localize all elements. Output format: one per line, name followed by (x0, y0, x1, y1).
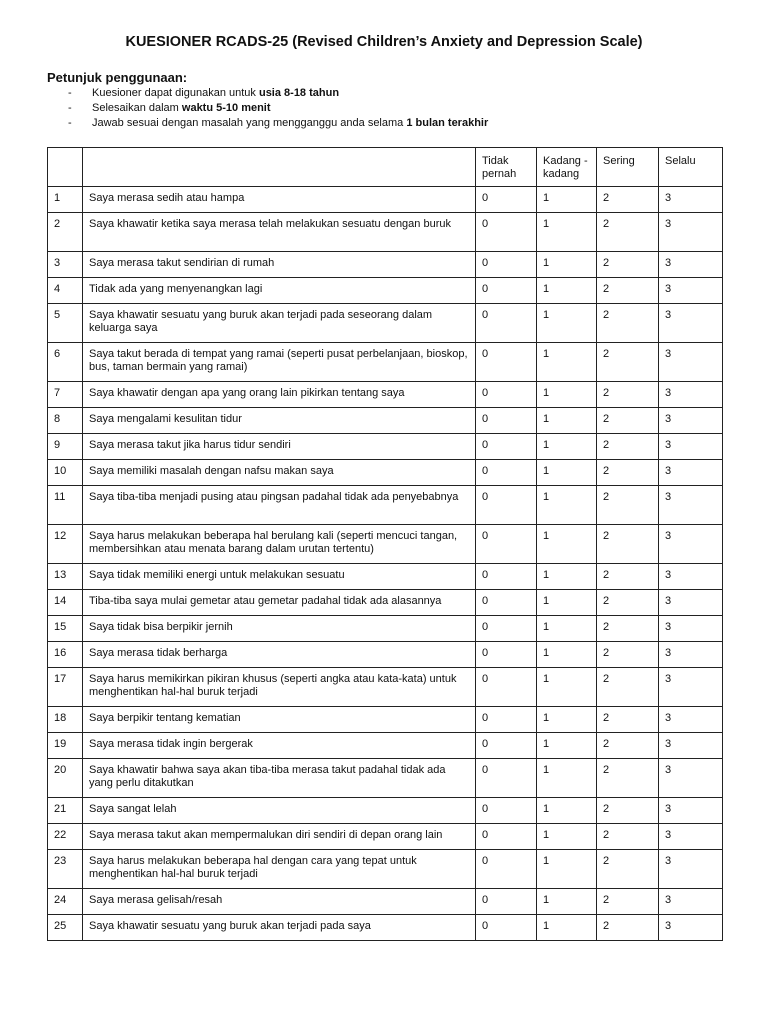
score-tidak-pernah: 0 (476, 408, 537, 434)
instructions-heading: Petunjuk penggunaan: (47, 70, 188, 85)
question-number: 13 (48, 564, 83, 590)
question-number: 18 (48, 707, 83, 733)
question-number: 8 (48, 408, 83, 434)
score-tidak-pernah: 0 (476, 304, 537, 343)
question-number: 16 (48, 642, 83, 668)
score-kadang-kadang: 1 (537, 668, 597, 707)
question-text: Saya tidak bisa berpikir jernih (83, 616, 476, 642)
score-selalu: 3 (659, 642, 723, 668)
document-title: KUESIONER RCADS-25 (Revised Children’s Anxiety and Depression Scale) (125, 34, 643, 50)
score-sering: 2 (597, 343, 659, 382)
header-tidak-pernah: Tidak pernah (476, 148, 537, 187)
score-sering: 2 (597, 759, 659, 798)
score-sering: 2 (597, 252, 659, 278)
question-number: 19 (48, 733, 83, 759)
score-sering: 2 (597, 668, 659, 707)
score-tidak-pernah: 0 (476, 733, 537, 759)
question-text: Saya khawatir sesuatu yang buruk akan terjadi pada seseorang dalam keluarga saya (83, 304, 476, 343)
score-selalu: 3 (659, 616, 723, 642)
instruction-bold: usia 8-18 tahun (258, 87, 340, 99)
score-kadang-kadang: 1 (537, 434, 597, 460)
instruction-bold: waktu 5-10 menit (181, 102, 271, 114)
score-kadang-kadang: 1 (537, 486, 597, 525)
score-kadang-kadang: 1 (537, 733, 597, 759)
table-row (48, 915, 723, 941)
score-tidak-pernah: 0 (476, 252, 537, 278)
score-selalu: 3 (659, 590, 723, 616)
score-selalu: 3 (659, 252, 723, 278)
score-sering: 2 (597, 915, 659, 941)
table-row (48, 408, 723, 434)
table-row (48, 252, 723, 278)
score-selalu: 3 (659, 850, 723, 889)
question-text: Tidak ada yang menyenangkan lagi (83, 278, 476, 304)
score-tidak-pernah: 0 (476, 642, 537, 668)
score-tidak-pernah: 0 (476, 824, 537, 850)
header-kadang-kadang: Kadang - kadang (537, 148, 597, 187)
table-header-row (48, 148, 723, 187)
question-text: Saya merasa takut jika harus tidur sendiri (83, 434, 476, 460)
score-kadang-kadang: 1 (537, 564, 597, 590)
score-kadang-kadang: 1 (537, 759, 597, 798)
question-text: Saya memiliki masalah dengan nafsu makan saya (83, 460, 476, 486)
score-kadang-kadang: 1 (537, 252, 597, 278)
score-selalu: 3 (659, 187, 723, 213)
instruction-text: Selesaikan dalam (92, 102, 182, 114)
score-sering: 2 (597, 590, 659, 616)
question-number: 7 (48, 382, 83, 408)
score-selalu: 3 (659, 798, 723, 824)
rcads-table (47, 147, 723, 941)
table-row (48, 213, 723, 252)
score-kadang-kadang: 1 (537, 343, 597, 382)
score-kadang-kadang: 1 (537, 642, 597, 668)
question-text: Saya takut berada di tempat yang ramai (seperti pusat perbelanjaan, bioskop, bus, taman bermain yang ramai) (83, 343, 476, 382)
score-kadang-kadang: 1 (537, 824, 597, 850)
table-row (48, 616, 723, 642)
table-row (48, 278, 723, 304)
question-number: 12 (48, 525, 83, 564)
header-cell-number (48, 148, 83, 187)
score-kadang-kadang: 1 (537, 525, 597, 564)
question-text: Saya merasa gelisah/resah (83, 889, 476, 915)
question-number: 3 (48, 252, 83, 278)
question-text: Saya merasa takut sendirian di rumah (83, 252, 476, 278)
score-tidak-pernah: 0 (476, 213, 537, 252)
question-text: Saya harus melakukan beberapa hal berulang kali (seperti mencuci tangan, membersihkan atau menata barang dalam urutan tertentu) (83, 525, 476, 564)
question-text: Saya khawatir bahwa saya akan tiba-tiba merasa takut padahal tidak ada yang perlu ditakutkan (83, 759, 476, 798)
question-number: 25 (48, 915, 83, 941)
score-tidak-pernah: 0 (476, 187, 537, 213)
score-kadang-kadang: 1 (537, 798, 597, 824)
score-sering: 2 (597, 460, 659, 486)
question-number: 11 (48, 486, 83, 525)
score-kadang-kadang: 1 (537, 304, 597, 343)
table-row (48, 759, 723, 798)
score-kadang-kadang: 1 (537, 850, 597, 889)
question-text: Saya tiba-tiba menjadi pusing atau pingsan padahal tidak ada penyebabnya (83, 486, 476, 525)
score-tidak-pernah: 0 (476, 590, 537, 616)
question-number: 1 (48, 187, 83, 213)
score-sering: 2 (597, 304, 659, 343)
instruction-item (68, 101, 488, 116)
score-selalu: 3 (659, 343, 723, 382)
question-number: 17 (48, 668, 83, 707)
score-sering: 2 (597, 213, 659, 252)
score-sering: 2 (597, 187, 659, 213)
table-row (48, 564, 723, 590)
score-tidak-pernah: 0 (476, 382, 537, 408)
score-tidak-pernah: 0 (476, 850, 537, 889)
question-text: Saya khawatir ketika saya merasa telah melakukan sesuatu dengan buruk (83, 213, 476, 252)
score-tidak-pernah: 0 (476, 915, 537, 941)
score-tidak-pernah: 0 (476, 486, 537, 525)
question-text: Saya harus melakukan beberapa hal dengan cara yang tepat untuk menghentikan hal-hal buruk terjadi (83, 850, 476, 889)
score-kadang-kadang: 1 (537, 460, 597, 486)
score-sering: 2 (597, 434, 659, 460)
score-sering: 2 (597, 382, 659, 408)
score-tidak-pernah: 0 (476, 759, 537, 798)
question-text: Saya tidak memiliki energi untuk melakukan sesuatu (83, 564, 476, 590)
instruction-dash: - (68, 102, 72, 114)
score-sering: 2 (597, 707, 659, 733)
score-tidak-pernah: 0 (476, 525, 537, 564)
instruction-text: Jawab sesuai dengan masalah yang mengganggu anda selama (92, 117, 407, 129)
header-selalu: Selalu (659, 148, 723, 187)
score-tidak-pernah: 0 (476, 564, 537, 590)
score-selalu: 3 (659, 304, 723, 343)
score-tidak-pernah: 0 (476, 460, 537, 486)
question-number: 15 (48, 616, 83, 642)
score-selalu: 3 (659, 382, 723, 408)
score-sering: 2 (597, 278, 659, 304)
score-kadang-kadang: 1 (537, 187, 597, 213)
score-selalu: 3 (659, 460, 723, 486)
question-text: Saya merasa takut akan mempermalukan diri sendiri di depan orang lain (83, 824, 476, 850)
table-row (48, 434, 723, 460)
score-sering: 2 (597, 824, 659, 850)
score-tidak-pernah: 0 (476, 343, 537, 382)
score-sering: 2 (597, 486, 659, 525)
question-text: Saya harus memikirkan pikiran khusus (seperti angka atau kata-kata) untuk menghentikan hal-hal buruk terjadi (83, 668, 476, 707)
header-cell-question (83, 148, 476, 187)
score-kadang-kadang: 1 (537, 382, 597, 408)
table-row (48, 850, 723, 889)
score-sering: 2 (597, 525, 659, 564)
score-tidak-pernah: 0 (476, 798, 537, 824)
score-kadang-kadang: 1 (537, 707, 597, 733)
header-sering: Sering (597, 148, 659, 187)
question-number: 5 (48, 304, 83, 343)
question-number: 2 (48, 213, 83, 252)
table-row (48, 460, 723, 486)
table-row (48, 668, 723, 707)
question-text: Saya merasa tidak berharga (83, 642, 476, 668)
instruction-item (68, 86, 488, 101)
table-row (48, 187, 723, 213)
table-row (48, 343, 723, 382)
score-selalu: 3 (659, 824, 723, 850)
question-text: Saya berpikir tentang kematian (83, 707, 476, 733)
score-sering: 2 (597, 733, 659, 759)
table-row (48, 382, 723, 408)
instruction-dash: - (68, 87, 72, 99)
score-selalu: 3 (659, 915, 723, 941)
score-kadang-kadang: 1 (537, 915, 597, 941)
question-text: Saya sangat lelah (83, 798, 476, 824)
score-tidak-pernah: 0 (476, 889, 537, 915)
table-row (48, 525, 723, 564)
score-selalu: 3 (659, 668, 723, 707)
question-number: 21 (48, 798, 83, 824)
score-tidak-pernah: 0 (476, 278, 537, 304)
instruction-bold: 1 bulan terakhir (406, 117, 489, 129)
score-tidak-pernah: 0 (476, 668, 537, 707)
question-number: 22 (48, 824, 83, 850)
score-selalu: 3 (659, 889, 723, 915)
score-sering: 2 (597, 642, 659, 668)
question-number: 14 (48, 590, 83, 616)
question-number: 20 (48, 759, 83, 798)
question-text: Saya khawatir sesuatu yang buruk akan terjadi pada saya (83, 915, 476, 941)
score-selalu: 3 (659, 525, 723, 564)
question-number: 24 (48, 889, 83, 915)
question-number: 4 (48, 278, 83, 304)
score-selalu: 3 (659, 408, 723, 434)
score-sering: 2 (597, 850, 659, 889)
score-sering: 2 (597, 564, 659, 590)
table-row (48, 642, 723, 668)
question-text: Saya merasa tidak ingin bergerak (83, 733, 476, 759)
question-text: Tiba-tiba saya mulai gemetar atau gemetar padahal tidak ada alasannya (83, 590, 476, 616)
question-number: 9 (48, 434, 83, 460)
score-selalu: 3 (659, 486, 723, 525)
table-row (48, 304, 723, 343)
table-row (48, 486, 723, 525)
table-row (48, 707, 723, 733)
score-sering: 2 (597, 616, 659, 642)
question-text: Saya khawatir dengan apa yang orang lain pikirkan tentang saya (83, 382, 476, 408)
table-row (48, 798, 723, 824)
table-row (48, 590, 723, 616)
score-sering: 2 (597, 889, 659, 915)
score-selalu: 3 (659, 564, 723, 590)
table-row (48, 824, 723, 850)
score-selalu: 3 (659, 434, 723, 460)
score-kadang-kadang: 1 (537, 590, 597, 616)
instruction-dash: - (68, 117, 72, 129)
score-kadang-kadang: 1 (537, 616, 597, 642)
table-row (48, 733, 723, 759)
table-row (48, 889, 723, 915)
instruction-item (68, 116, 488, 131)
question-number: 23 (48, 850, 83, 889)
question-number: 6 (48, 343, 83, 382)
score-kadang-kadang: 1 (537, 889, 597, 915)
score-sering: 2 (597, 408, 659, 434)
score-tidak-pernah: 0 (476, 434, 537, 460)
score-tidak-pernah: 0 (476, 616, 537, 642)
score-sering: 2 (597, 798, 659, 824)
score-selalu: 3 (659, 759, 723, 798)
score-selalu: 3 (659, 733, 723, 759)
score-selalu: 3 (659, 278, 723, 304)
question-text: Saya merasa sedih atau hampa (83, 187, 476, 213)
instructions-list (68, 86, 488, 131)
score-kadang-kadang: 1 (537, 408, 597, 434)
question-text: Saya mengalami kesulitan tidur (83, 408, 476, 434)
question-number: 10 (48, 460, 83, 486)
score-tidak-pernah: 0 (476, 707, 537, 733)
score-kadang-kadang: 1 (537, 213, 597, 252)
instruction-text: Kuesioner dapat digunakan untuk (92, 87, 259, 99)
score-kadang-kadang: 1 (537, 278, 597, 304)
score-selalu: 3 (659, 707, 723, 733)
score-selalu: 3 (659, 213, 723, 252)
